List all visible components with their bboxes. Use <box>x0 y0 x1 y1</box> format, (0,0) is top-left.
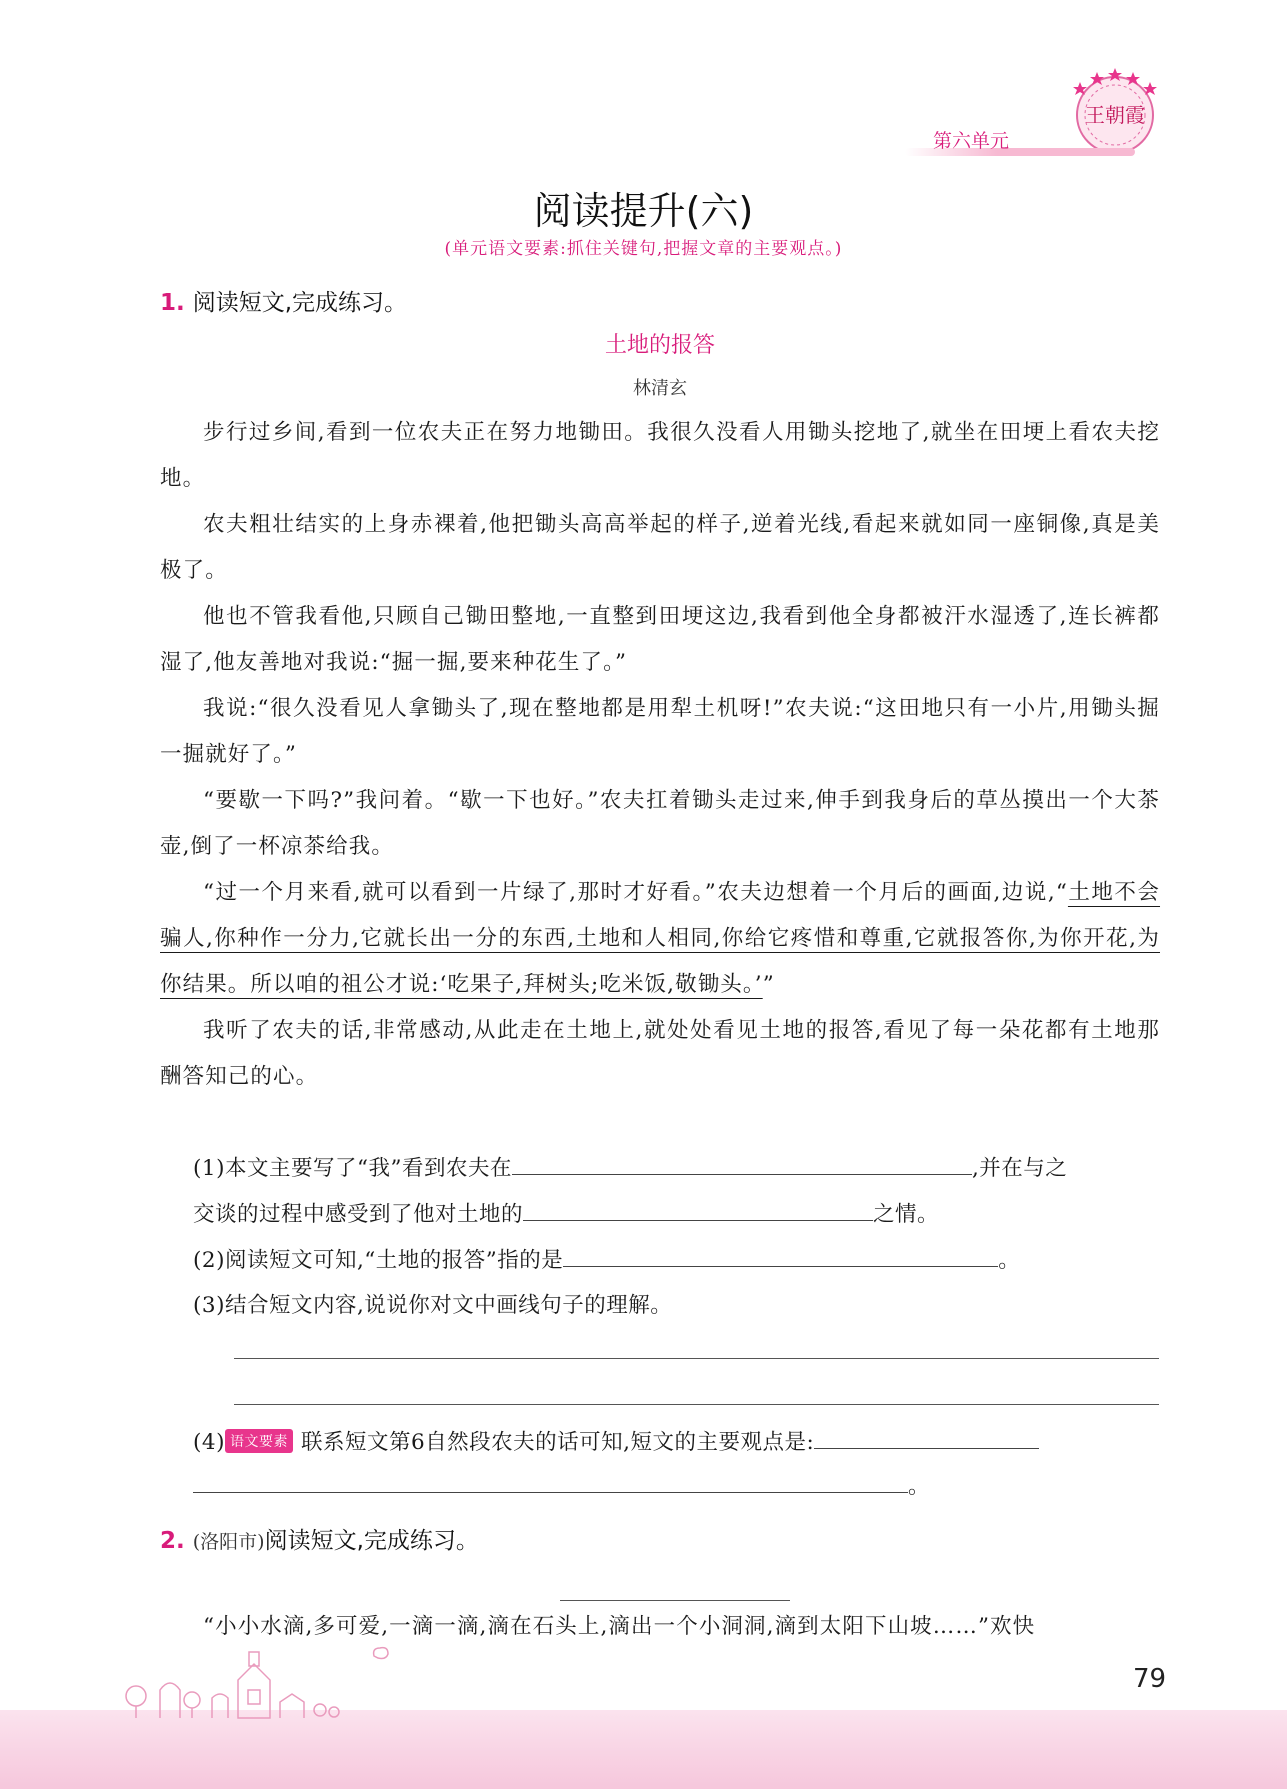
closing-quote: ” <box>762 972 775 997</box>
page-number: 79 <box>1133 1664 1167 1694</box>
paragraph: “要歇一下吗?”我问着。“歇一下也好。”农夫扛着锄头走过来,伸手到我身后的草丛摸出一个大茶壶,倒了一杯凉茶给我。 <box>160 788 1160 859</box>
language-element-badge: 语文要素 <box>225 1429 293 1453</box>
question-number: 1. <box>160 290 185 316</box>
publisher-logo <box>1060 60 1170 160</box>
footer-band <box>0 1710 1287 1789</box>
question-instruction: 阅读短文,完成练习。 <box>264 1528 479 1554</box>
question-instruction: 阅读短文,完成练习。 <box>192 290 408 316</box>
subquestion-4-end: 。 <box>908 1474 931 1499</box>
subquestion-4-number: (4) <box>193 1430 225 1455</box>
subquestion-2-text: (2)阅读短文可知,“土地的报答”指的是 <box>193 1248 564 1273</box>
answer-blank[interactable] <box>814 1424 1039 1449</box>
rose-doodle-icon <box>370 1642 394 1662</box>
story-author: 林清玄 <box>633 378 687 399</box>
subquestion-1-text: 交谈的过程中感受到了他对土地的 <box>193 1202 524 1227</box>
subquestion-1-text: ,并在与之 <box>971 1156 1068 1181</box>
question-source: (洛阳市) <box>192 1531 265 1553</box>
passage-1 <box>160 410 1160 1100</box>
svg-text:王朝霞: 王朝霞 <box>1085 103 1145 127</box>
paragraph: 他也不管我看他,只顾自己锄田整地,一直整到田埂这边,我看到他全身都被汗水湿透了,连长裤都湿了,他友善地对我说:“掘一掘,要来种花生了。” <box>160 604 1160 675</box>
passage-2 <box>160 1609 1160 1640</box>
answer-blank[interactable] <box>193 1468 908 1493</box>
subquestion-2-end: 。 <box>998 1248 1021 1273</box>
subquestion-3: (3)结合短文内容,说说你对文中画线句子的理解。 <box>193 1293 673 1318</box>
page-title: 阅读提升(六) <box>533 189 754 233</box>
subquestion-1-line2 <box>193 1196 939 1228</box>
unit-label: 第六单元 <box>933 130 1010 152</box>
answer-blank[interactable] <box>523 1196 873 1221</box>
question-2-heading <box>160 1522 479 1555</box>
paragraph-6 <box>160 870 1160 1008</box>
paragraph: “小小水滴,多可爱,一滴一滴,滴在石头上,滴出一个小洞洞,滴到太阳下山坡……”欢快 <box>203 1614 1036 1639</box>
answer-line[interactable] <box>234 1358 1159 1359</box>
house-doodle-icon <box>120 1640 350 1720</box>
subquestion-2 <box>193 1242 1020 1274</box>
paragraph: 我听了农夫的话,非常感动,从此走在土地上,就处处看见土地的报答,看见了每一朵花都有土地那酬答知己的心。 <box>160 1018 1160 1089</box>
question-number: 2. <box>160 1528 185 1554</box>
subquestion-4 <box>193 1424 1039 1456</box>
paragraph: 步行过乡间,看到一位农夫正在努力地锄田。我很久没看人用锄头挖地了,就坐在田埂上看农夫挖地。 <box>160 420 1160 491</box>
story-title: 土地的报答 <box>604 333 715 358</box>
question-1-heading <box>160 284 407 317</box>
answer-blank[interactable] <box>512 1150 972 1175</box>
paragraph-6-lead: “过一个月来看,就可以看到一片绿了,那时才好看。”农夫边想着一个月后的画面,边说,“ <box>203 880 1068 905</box>
answer-line[interactable] <box>234 1404 1159 1405</box>
subquestion-1-line1 <box>193 1150 1067 1182</box>
paragraph: 我说:“很久没看见人拿锄头了,现在整地都是用犁土机呀!”农夫说:“这田地只有一小片,用锄头掘一掘就好了。” <box>160 696 1160 767</box>
subquestion-4-text: 联系短文第6自然段农夫的话可知,短文的主要观点是: <box>300 1430 815 1455</box>
underlined-sentence: 土地不会骗人,你种作一分力,它就长出一分的东西,土地和人相同,你给它疼惜和尊重,它就报答你,为你开花,为你结果。所以咱的祖公才说:‘吃果子,拜树头;吃米饭,敬锄头。’ <box>160 880 1161 997</box>
title-blank[interactable] <box>560 1600 790 1601</box>
answer-blank[interactable] <box>563 1242 998 1267</box>
subquestion-1-text: (1)本文主要写了“我”看到农夫在 <box>193 1156 512 1181</box>
subquestion-1-text: 之情。 <box>873 1202 940 1227</box>
page-subtitle: (单元语文要素:抓住关键句,把握文章的主要观点。) <box>444 239 843 259</box>
subquestion-4-line2 <box>193 1468 930 1500</box>
paragraph: 农夫粗壮结实的上身赤裸着,他把锄头高高举起的样子,逆着光线,看起来就如同一座铜像,真是美极了。 <box>160 512 1160 583</box>
